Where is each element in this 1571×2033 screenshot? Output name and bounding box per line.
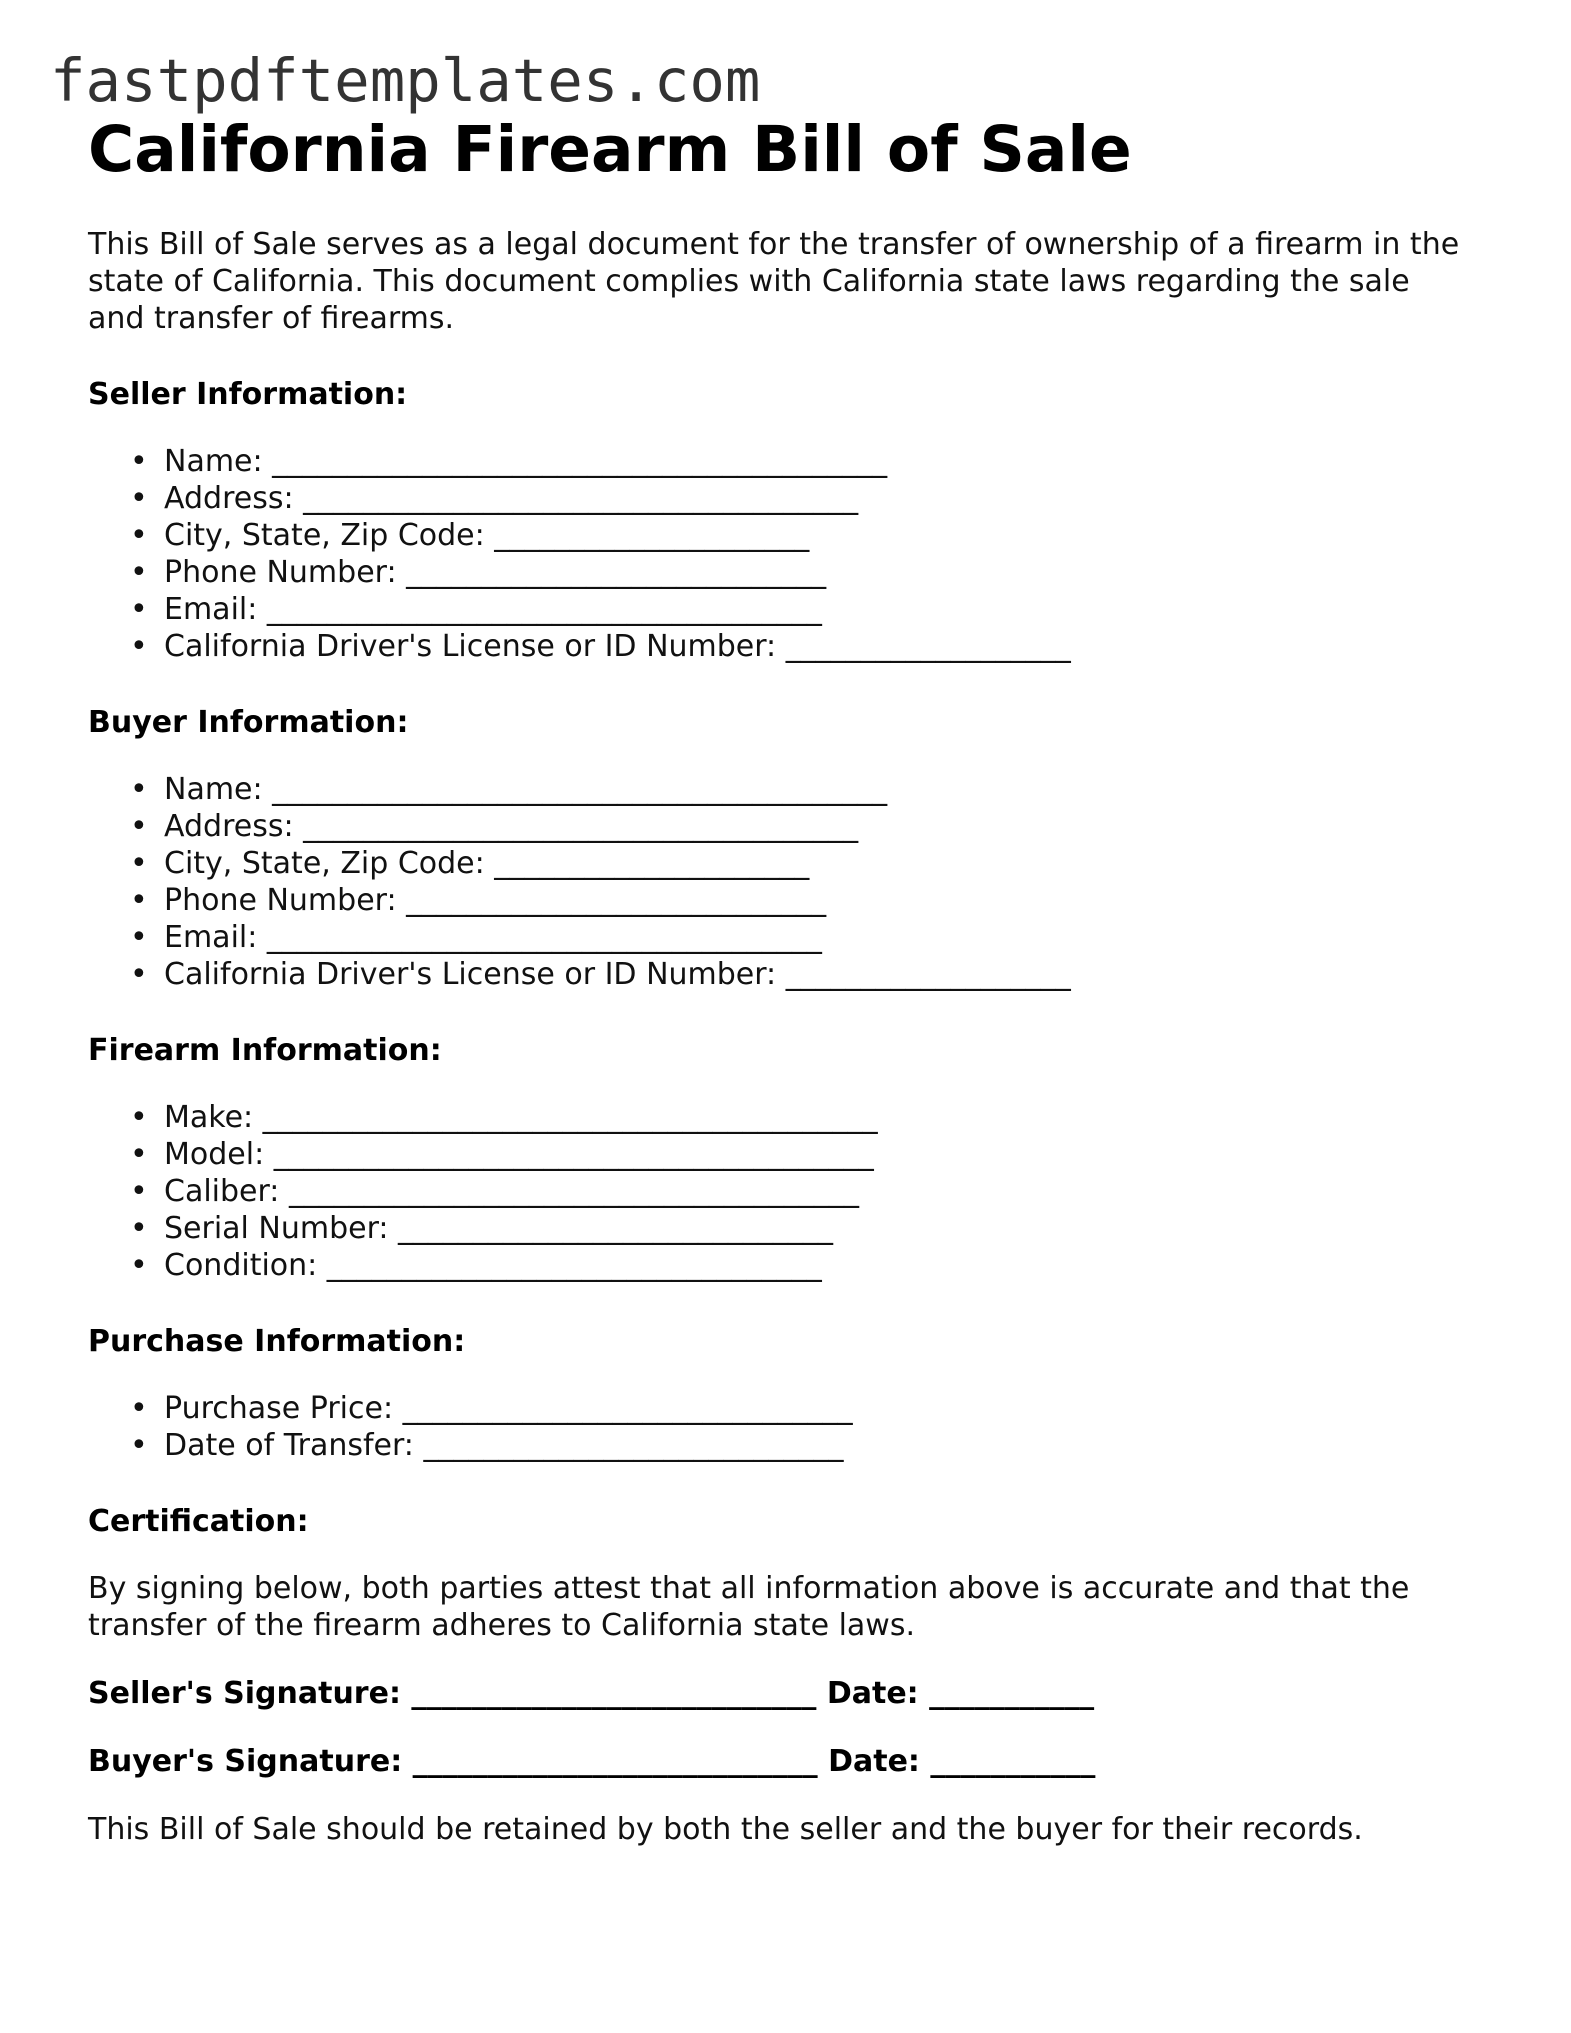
seller-email-field: • Email: _____________________________________ xyxy=(130,591,1488,628)
seller-phone-field: • Phone Number: ____________________________ xyxy=(130,554,1488,591)
purchase-price-field: • Purchase Price: ______________________________ xyxy=(130,1390,1488,1427)
purchase-section-heading: Purchase Information: xyxy=(88,1324,466,1359)
buyer-address-field: • Address: _____________________________________ xyxy=(130,808,1488,845)
buyer-section-heading: Buyer Information: xyxy=(88,705,409,740)
firearm-make-field: • Make: _________________________________________ xyxy=(130,1099,1488,1136)
buyer-email-field: • Email: _____________________________________ xyxy=(130,919,1488,956)
transfer-date-field: • Date of Transfer: ____________________________ xyxy=(130,1427,1488,1464)
buyer-fields-list xyxy=(88,771,1488,993)
certification-text: By signing below, both parties attest that all information above is accurate and that the transfer of the firearm adheres to California state laws. xyxy=(88,1571,1410,1643)
buyer-city-state-zip-field: • City, State, Zip Code: _____________________ xyxy=(130,845,1488,882)
seller-signature-line: Seller's Signature: ___________________________ Date: ___________ xyxy=(88,1676,1095,1711)
firearm-caliber-field: • Caliber: ______________________________________ xyxy=(130,1173,1488,1210)
buyer-phone-field: • Phone Number: ____________________________ xyxy=(130,882,1488,919)
buyer-signature-line: Buyer's Signature: ___________________________ Date: ___________ xyxy=(88,1744,1096,1779)
firearm-serial-field: • Serial Number: _____________________________ xyxy=(130,1210,1488,1247)
seller-fields-list xyxy=(88,443,1488,665)
document-title: California Firearm Bill of Sale xyxy=(88,113,1132,186)
seller-name-field: • Name: _________________________________________ xyxy=(130,443,1488,480)
seller-city-state-zip-field: • City, State, Zip Code: _____________________ xyxy=(130,517,1488,554)
firearm-condition-field: • Condition: _________________________________ xyxy=(130,1247,1488,1284)
seller-address-field: • Address: _____________________________________ xyxy=(130,480,1488,517)
watermark: fastpdftemplates.com xyxy=(50,46,761,115)
closing-note: This Bill of Sale should be retained by both the seller and the buyer for their records. xyxy=(88,1812,1363,1847)
buyer-license-field: • California Driver's License or ID Number: ___________________ xyxy=(130,956,1488,993)
firearm-model-field: • Model: ________________________________________ xyxy=(130,1136,1488,1173)
seller-license-field: • California Driver's License or ID Number: ___________________ xyxy=(130,628,1488,665)
seller-section-heading: Seller Information: xyxy=(88,377,408,412)
certification-heading: Certification: xyxy=(88,1504,309,1539)
purchase-fields-list xyxy=(88,1390,1488,1464)
firearm-section-heading: Firearm Information: xyxy=(88,1033,442,1068)
buyer-name-field: • Name: _________________________________________ xyxy=(130,771,1488,808)
document-page xyxy=(88,104,1488,1850)
firearm-fields-list xyxy=(88,1099,1488,1284)
intro-paragraph: This Bill of Sale serves as a legal document for the transfer of ownership of a firearm in the state of California. This document complies with California state laws regarding the sale and transfer of firearms. xyxy=(88,227,1460,336)
